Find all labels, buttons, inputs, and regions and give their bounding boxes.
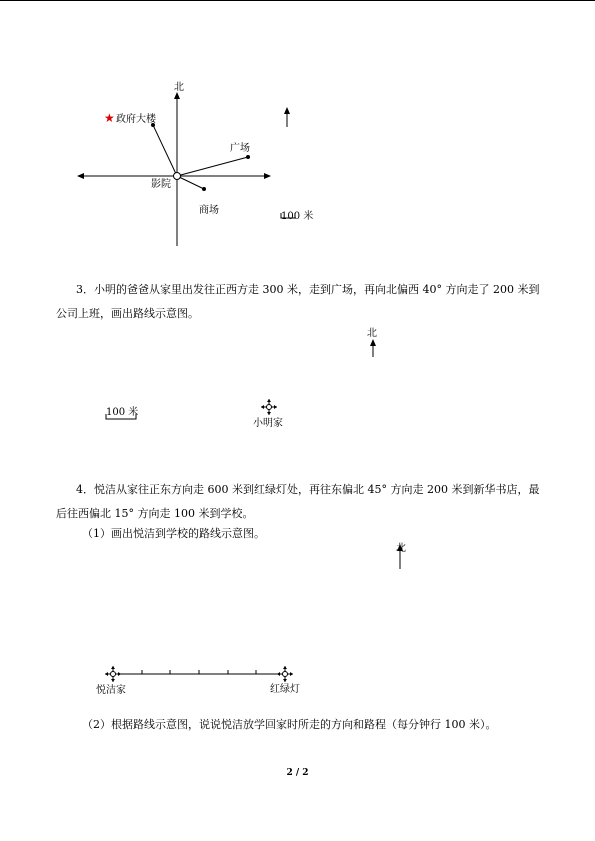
q4-subquestion-1: （1）画出悦洁到学校的路线示意图。 [82, 527, 265, 540]
q4-north-label: 北 [396, 543, 406, 554]
q3-figure [0, 320, 595, 440]
map1-scale-label: 100 米 [281, 211, 314, 222]
page-number: 2 / 2 [286, 768, 309, 778]
plaza-dot [246, 155, 250, 159]
government-label: 政府大楼 [116, 114, 156, 125]
q4-figure [0, 535, 595, 705]
mall-dot [202, 187, 206, 191]
q4-home-compass-icon [105, 666, 121, 682]
mall-label: 商场 [199, 205, 219, 216]
q4-home-label: 悦洁家 [96, 685, 126, 696]
line-to-plaza [177, 157, 248, 176]
q4-light-compass-icon [277, 666, 293, 682]
cinema-label: 影院 [151, 179, 171, 190]
plaza-label: 广场 [230, 143, 250, 154]
q4-subquestion-2: （2）根据路线示意图，说说悦洁放学回家时所走的方向和路程（每分钟行 100 米）。 [82, 718, 497, 731]
star-icon: ★ [104, 111, 115, 125]
map-figure-1 [0, 0, 595, 260]
line-to-mall [177, 176, 204, 189]
question-4-text: 4．悦洁从家往正东方向走 600 米到红绿灯处，再往东偏北 45° 方向走 200 米到新华书店，最后往西偏北 15° 方向走 100 米到学校。 [56, 483, 540, 520]
q3-compass-icon [261, 399, 277, 415]
question-3-text: 3．小明的爸爸从家里出发往正西方走 300 米，走到广场，再向北偏西 40° 方向走了 200 米到公司上班，画出路线示意图。 [56, 283, 540, 320]
q3-home-label: 小明家 [253, 418, 283, 429]
q3-scale-label: 100 米 [106, 407, 139, 418]
line-to-government [153, 125, 177, 176]
map1-north-label: 北 [174, 82, 184, 93]
q4-ticks [142, 670, 256, 674]
cinema-origin [174, 173, 181, 180]
q4-light-label: 红绿灯 [270, 684, 300, 695]
q3-north-label: 北 [367, 328, 377, 339]
